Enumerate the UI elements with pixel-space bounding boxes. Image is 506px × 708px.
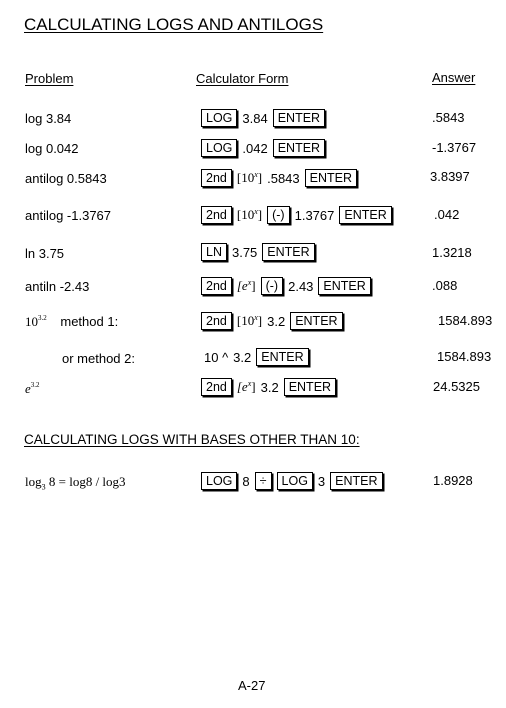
key-enter: ENTER [330,472,382,490]
problem-log-3-84: log 3.84 [25,111,72,126]
problem-log-rest: 8 = log8 / log3 [48,474,126,489]
answer: .042 [434,207,460,222]
answer: -1.3767 [432,140,477,155]
problem-ln-3-75: ln 3.75 [25,246,65,261]
key-2nd: 2nd [201,312,232,330]
calc-value: 10 ^ [204,349,229,365]
function-base: [e [236,278,248,293]
function-exponent: x [247,278,252,287]
function-notation [237,207,262,223]
problem-log-0-042: log 0.042 [25,141,79,156]
function-exponent: x [254,207,258,216]
function-exponent: x [254,313,258,322]
function-close: ] [257,313,263,328]
key-enter: ENTER [256,348,308,366]
key-log: LOG [201,109,237,127]
key-enter: ENTER [305,169,357,187]
calc-form-row [201,169,357,187]
answer: 1.3218 [432,245,472,260]
calc-value: 3 [317,473,326,489]
header-calculator-form: Calculator Form [196,71,289,86]
calc-form-row [204,348,309,366]
function-close: ] [257,170,263,185]
key-enter: ENTER [290,312,342,330]
header-problem: Problem [25,71,74,86]
calc-value: 3.75 [231,244,258,260]
problem-10-pow-3-2 [25,314,118,330]
problem-method-label: method 1: [60,314,119,329]
answer: 1584.893 [437,349,492,364]
key-2nd: 2nd [201,206,232,224]
problem-log-subscript: 3 [41,482,46,492]
calc-value: 1.3767 [294,207,335,223]
answer: 24.5325 [433,379,480,394]
key-enter: ENTER [273,139,325,157]
answer: 1584.893 [438,313,493,328]
calc-value: 2.43 [288,278,314,294]
key-log: LOG [201,139,237,157]
problem-log-base-3 [25,474,126,492]
calc-form-row [201,206,392,224]
calc-value: 8 [242,473,250,489]
key-enter: ENTER [284,378,336,396]
calc-value: .5843 [267,170,300,186]
key-log: LOG [277,472,313,490]
function-close: ] [251,379,256,394]
function-base: [10 [236,170,255,185]
problem-base: e [25,381,31,396]
calc-value: 3.2 [267,313,286,329]
section-title-other-bases: CALCULATING LOGS WITH BASES OTHER THAN 10: [24,432,360,447]
problem-log-word: log [25,474,42,489]
page-number: A-27 [238,678,266,693]
calc-value: 3.2 [260,379,279,395]
calc-form-row [201,109,325,127]
calc-form-row [201,243,315,261]
key-enter: ENTER [262,243,314,261]
key-2nd: 2nd [201,169,232,187]
function-close: ] [251,278,256,293]
function-notation [237,170,262,186]
key-ln: LN [201,243,227,261]
function-notation [237,313,262,329]
calc-form-row [201,312,343,330]
calc-form-row [201,378,336,396]
key-enter: ENTER [318,277,370,295]
problem-e-pow-3-2 [25,381,40,397]
problem-exponent: 3.2 [30,381,40,389]
calc-form-row [201,139,325,157]
problem-antiln-neg-2-43: antiln -2.43 [25,279,90,294]
key-divide: ÷ [255,472,272,490]
answer-base: 1.8928 [433,473,473,488]
problem-or-method-2: or method 2: [62,351,135,366]
function-close: ] [257,207,263,222]
function-notation [237,379,256,395]
key-log: LOG [201,472,237,490]
problem-base: 10 [25,314,38,329]
key-enter: ENTER [339,206,391,224]
key-2nd: 2nd [201,277,232,295]
function-base: [10 [236,313,255,328]
function-exponent: x [247,379,252,388]
answer: .5843 [432,110,465,125]
calc-value: 3.84 [242,110,268,126]
function-notation [237,278,256,294]
calc-form-row-base [201,472,383,490]
calc-value: 3.2 [233,349,252,365]
header-answer: Answer [432,70,476,85]
calc-value: .042 [242,140,268,156]
calc-form-row [201,277,371,295]
answer: 3.8397 [430,169,470,184]
key-2nd: 2nd [201,378,232,396]
problem-antilog-neg-1-3767: antilog -1.3767 [25,208,112,223]
function-base: [10 [236,207,255,222]
problem-exponent: 3.2 [38,314,47,322]
key-enter: ENTER [273,109,325,127]
page-title: CALCULATING LOGS AND ANTILOGS [24,15,324,34]
problem-antilog-0-5843: antilog 0.5843 [25,171,107,186]
key-negative: (-) [267,206,290,224]
function-base: [e [236,379,248,394]
key-negative: (-) [261,277,284,295]
answer: .088 [432,278,458,293]
function-exponent: x [254,170,258,179]
